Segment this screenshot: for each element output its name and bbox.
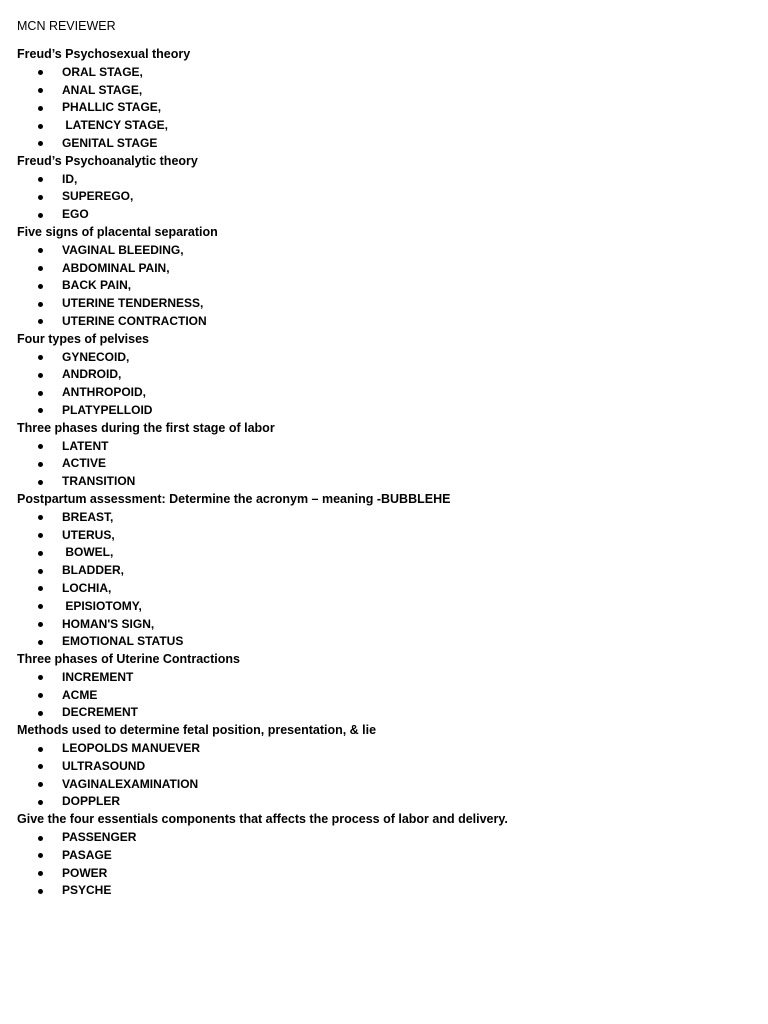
section-postpartum-assessment <box>17 491 757 651</box>
section-heading: Freud’s Psychoanalytic theory <box>17 153 198 168</box>
list-item <box>17 527 757 545</box>
bullet-icon <box>38 800 43 805</box>
bullet-icon <box>38 444 43 449</box>
section-labor-components <box>17 811 757 900</box>
list-item-text: EGO <box>62 207 89 222</box>
bullet-icon <box>38 569 43 574</box>
list-item-text: VAGINAL BLEEDING, <box>62 242 184 257</box>
bullet-icon <box>38 622 43 627</box>
section-pelvises <box>17 331 757 420</box>
list-item <box>17 349 757 367</box>
list-item-text: ACME <box>62 687 98 702</box>
list-item-text: LATENCY STAGE, <box>62 118 169 133</box>
bullet-icon <box>38 693 43 698</box>
bullet-icon <box>38 373 43 378</box>
bullet-list <box>17 171 757 224</box>
bullet-icon <box>38 747 43 752</box>
list-item <box>17 242 757 260</box>
list-item-text: ANAL STAGE, <box>62 82 143 97</box>
list-item-text: UTERINE TENDERNESS, <box>62 296 204 311</box>
list-item-text: PASAGE <box>62 847 112 862</box>
bullet-icon <box>38 124 43 129</box>
list-item <box>17 171 757 189</box>
list-item <box>17 793 757 811</box>
bullet-icon <box>38 408 43 413</box>
list-item-text: ACTIVE <box>62 456 107 471</box>
list-item-text: PASSENGER <box>62 830 137 845</box>
list-item-text: HOMAN'S SIGN, <box>62 616 155 631</box>
list-item <box>17 847 757 865</box>
list-item <box>17 188 757 206</box>
list-item-text: UTERUS, <box>62 527 115 542</box>
list-item <box>17 295 757 313</box>
list-item-text: GENITAL STAGE <box>62 135 158 150</box>
bullet-icon <box>38 302 43 307</box>
list-item-text: ABDOMINAL PAIN, <box>62 260 170 275</box>
list-item <box>17 562 757 580</box>
bullet-list <box>17 669 757 722</box>
section-heading: Four types of pelvises <box>17 331 149 346</box>
list-item <box>17 82 757 100</box>
list-item <box>17 402 757 420</box>
list-item-text: ANTHROPOID, <box>62 385 146 400</box>
list-item-text: BOWEL, <box>62 545 114 560</box>
bullet-icon <box>38 586 43 591</box>
list-item-text: POWER <box>62 865 108 880</box>
list-item-text: ORAL STAGE, <box>62 64 143 79</box>
list-item <box>17 384 757 402</box>
list-item-text: INCREMENT <box>62 669 134 684</box>
bullet-icon <box>38 177 43 182</box>
bullet-icon <box>38 480 43 485</box>
section-heading: Methods used to determine fetal position, presentation, & lie <box>17 723 377 738</box>
section-heading: Postpartum assessment: Determine the acronym – meaning -BUBBLEHE <box>17 491 451 506</box>
bullet-icon <box>38 88 43 93</box>
list-item <box>17 64 757 82</box>
list-item-text: BREAST, <box>62 509 114 524</box>
list-item <box>17 366 757 384</box>
list-item <box>17 473 757 491</box>
section-psychosexual <box>17 46 757 153</box>
bullet-icon <box>38 675 43 680</box>
bullet-list <box>17 829 757 900</box>
bullet-icon <box>38 836 43 841</box>
bullet-icon <box>38 319 43 324</box>
list-item-text: BACK PAIN, <box>62 278 132 293</box>
section-fetal-position-methods <box>17 722 757 811</box>
list-item <box>17 135 757 153</box>
list-item <box>17 758 757 776</box>
list-item-text: PHALLIC STAGE, <box>62 100 162 115</box>
list-item <box>17 580 757 598</box>
list-item <box>17 616 757 634</box>
bullet-icon <box>38 391 43 396</box>
bullet-icon <box>38 141 43 146</box>
bullet-icon <box>38 462 43 467</box>
bullet-icon <box>38 853 43 858</box>
list-item <box>17 704 757 722</box>
list-item-text: EMOTIONAL STATUS <box>62 634 184 649</box>
bullet-icon <box>38 711 43 716</box>
bullet-icon <box>38 355 43 360</box>
list-item <box>17 313 757 331</box>
bullet-list <box>17 349 757 420</box>
bullet-list <box>17 438 757 491</box>
list-item-text: UTERINE CONTRACTION <box>62 313 207 328</box>
list-item-text: VAGINALEXAMINATION <box>62 776 199 791</box>
bullet-icon <box>38 70 43 75</box>
bullet-icon <box>38 284 43 289</box>
list-item <box>17 455 757 473</box>
bullet-icon <box>38 604 43 609</box>
list-item <box>17 206 757 224</box>
list-item-text: BLADDER, <box>62 563 124 578</box>
list-item-text: PLATYPELLOID <box>62 402 153 417</box>
list-item <box>17 669 757 687</box>
list-item <box>17 99 757 117</box>
list-item-text: SUPEREGO, <box>62 189 134 204</box>
bullet-icon <box>38 515 43 520</box>
section-heading: Three phases of Uterine Contractions <box>17 652 240 667</box>
list-item-text: TRANSITION <box>62 474 136 489</box>
list-item-text: ID, <box>62 171 78 186</box>
section-labor-phases <box>17 420 757 491</box>
bullet-icon <box>38 213 43 218</box>
list-item-text: ULTRASOUND <box>62 758 146 773</box>
bullet-list <box>17 509 757 651</box>
bullet-icon <box>38 640 43 645</box>
list-item <box>17 260 757 278</box>
section-heading: Five signs of placental separation <box>17 224 218 239</box>
list-item <box>17 509 757 527</box>
bullet-icon <box>38 889 43 894</box>
list-item-text: ANDROID, <box>62 367 122 382</box>
bullet-icon <box>38 871 43 876</box>
section-uterine-contractions <box>17 651 757 722</box>
document-title: MCN REVIEWER <box>17 19 116 33</box>
section-placental-separation <box>17 224 757 331</box>
list-item-text: LEOPOLDS MANUEVER <box>62 741 201 756</box>
bullet-list <box>17 242 757 331</box>
list-item-text: DECREMENT <box>62 705 139 720</box>
list-item <box>17 776 757 794</box>
bullet-icon <box>38 764 43 769</box>
list-item-text: GYNECOID, <box>62 349 130 364</box>
list-item <box>17 598 757 616</box>
list-item <box>17 882 757 900</box>
bullet-icon <box>38 782 43 787</box>
list-item-text: LATENT <box>62 438 109 453</box>
list-item <box>17 633 757 651</box>
bullet-icon <box>38 195 43 200</box>
bullet-icon <box>38 551 43 556</box>
list-item-text: PSYCHE <box>62 883 112 898</box>
list-item <box>17 438 757 456</box>
list-item <box>17 687 757 705</box>
bullet-icon <box>38 106 43 111</box>
list-item <box>17 740 757 758</box>
list-item <box>17 277 757 295</box>
section-heading: Freud’s Psychosexual theory <box>17 47 191 61</box>
section-heading: Give the four essentials components that affects the process of labor and delivery. <box>17 812 508 827</box>
list-item <box>17 829 757 847</box>
list-item <box>17 865 757 883</box>
list-item <box>17 544 757 562</box>
list-item-text: EPISIOTOMY, <box>62 598 142 613</box>
bullet-icon <box>38 248 43 253</box>
bullet-icon <box>38 266 43 271</box>
list-item <box>17 117 757 135</box>
section-heading: Three phases during the first stage of labor <box>17 420 275 435</box>
bullet-list <box>17 740 757 811</box>
bullet-icon <box>38 533 43 538</box>
section-psychoanalytic <box>17 153 757 224</box>
document-page <box>17 17 757 900</box>
list-item-text: LOCHIA, <box>62 580 112 595</box>
bullet-list <box>17 64 757 153</box>
list-item-text: DOPPLER <box>62 794 121 809</box>
